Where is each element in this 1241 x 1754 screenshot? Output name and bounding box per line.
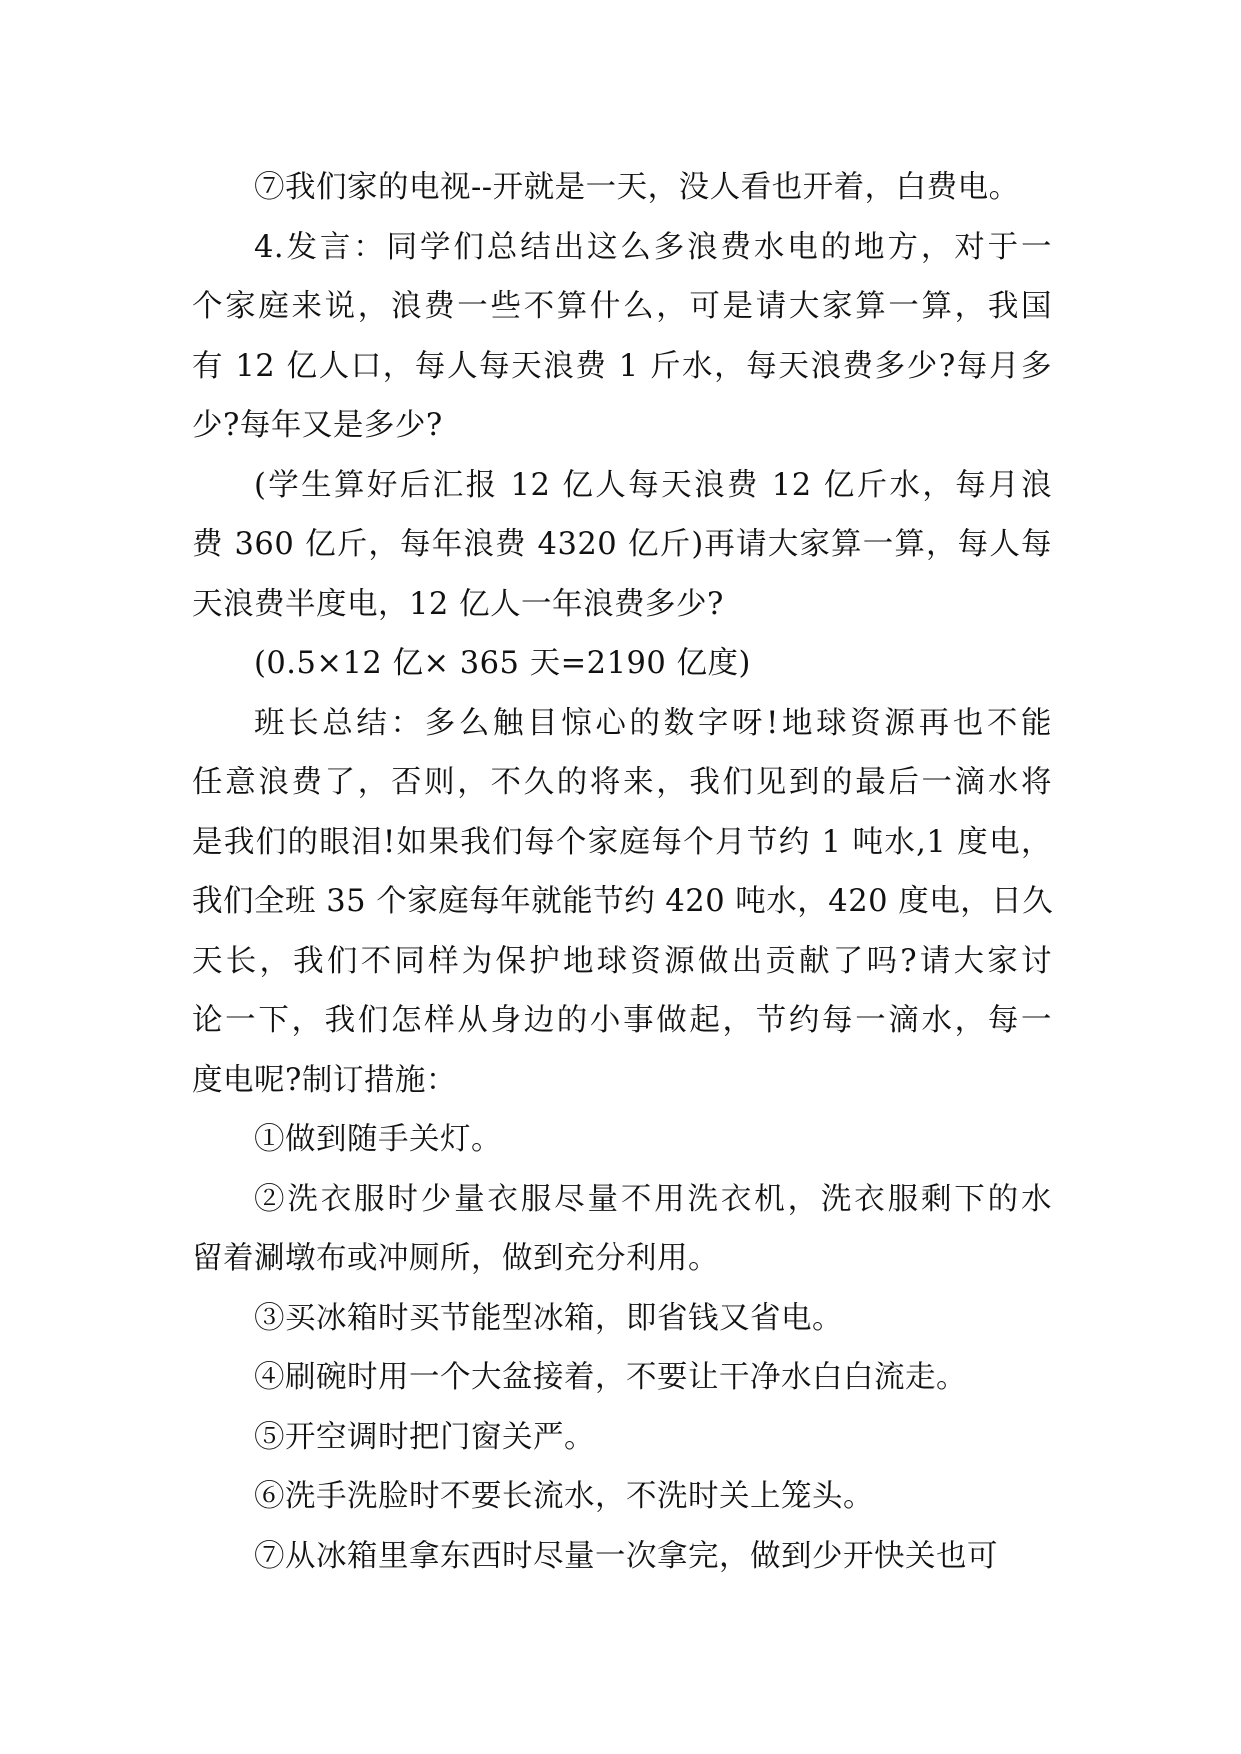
text-line: 少?每年又是多少? xyxy=(192,408,443,443)
text-line: ④刷碗时用一个大盆接着，不要让干净水白白流走。 xyxy=(254,1360,967,1395)
paragraph xyxy=(192,694,1052,1111)
text-line: ⑥洗手洗脸时不要长流水，不洗时关上笼头。 xyxy=(254,1479,874,1514)
paragraph xyxy=(192,218,1052,456)
text-line: 留着涮墩布或冲厕所，做到充分利用。 xyxy=(192,1241,719,1276)
text-line: ②洗衣服时少量衣服尽量不用洗衣机，洗衣服剩下的水 xyxy=(254,1181,1052,1217)
paragraph xyxy=(192,1289,1052,1349)
text-line: 任意浪费了，否则，不久的将来，我们见到的最后一滴水将 xyxy=(192,765,1052,800)
paragraph xyxy=(192,158,1052,218)
text-line: 费 360 亿斤，每年浪费 4320 亿斤)再请大家算一算，每人每 xyxy=(192,527,1052,562)
text-line: ⑤开空调时把门窗关严。 xyxy=(254,1419,595,1455)
text-line: ⑦从冰箱里拿东西时尽量一次拿完，做到少开快关也可 xyxy=(254,1538,998,1574)
paragraph xyxy=(192,1527,1052,1587)
text-line: 论一下，我们怎样从身边的小事做起，节约每一滴水，每一 xyxy=(192,1003,1052,1038)
paragraph xyxy=(192,1408,1052,1468)
text-line: (学生算好后汇报 12 亿人每天浪费 12 亿斤水，每月浪 xyxy=(254,467,1052,503)
paragraph xyxy=(192,1170,1052,1289)
paragraph xyxy=(192,1348,1052,1408)
paragraph xyxy=(192,456,1052,635)
paragraph xyxy=(192,634,1052,694)
paragraph xyxy=(192,1467,1052,1527)
text-line: 4.发言：同学们总结出这么多浪费水电的地方，对于一 xyxy=(254,229,1052,265)
paragraph xyxy=(192,1110,1052,1170)
text-line: 有 12 亿人口，每人每天浪费 1 斤水，每天浪费多少?每月多 xyxy=(192,348,1052,384)
text-line: 个家庭来说，浪费一些不算什么，可是请大家算一算，我国 xyxy=(192,289,1052,324)
text-line: ①做到随手关灯。 xyxy=(254,1122,502,1157)
text-line: 班长总结：多么触目惊心的数字呀!地球资源再也不能 xyxy=(254,705,1052,741)
text-line: ⑦我们家的电视--开就是一天，没人看也开着，白费电。 xyxy=(254,170,1020,205)
text-line: 度电呢?制订措施： xyxy=(192,1062,457,1098)
text-line: 我们全班 35 个家庭每年就能节约 420 吨水，420 度电，日久 xyxy=(192,884,1054,919)
text-line: (0.5×12 亿× 365 天=2190 亿度) xyxy=(254,646,751,681)
text-line: ③买冰箱时买节能型冰箱，即省钱又省电。 xyxy=(254,1300,843,1336)
text-line: 天长，我们不同样为保护地球资源做出贡献了吗?请大家讨 xyxy=(192,943,1052,979)
text-line: 天浪费半度电，12 亿人一年浪费多少? xyxy=(192,586,724,622)
document-body xyxy=(192,158,1052,1586)
text-line: 是我们的眼泪!如果我们每个家庭每个月节约 1 吨水,1 度电， xyxy=(192,824,1052,860)
